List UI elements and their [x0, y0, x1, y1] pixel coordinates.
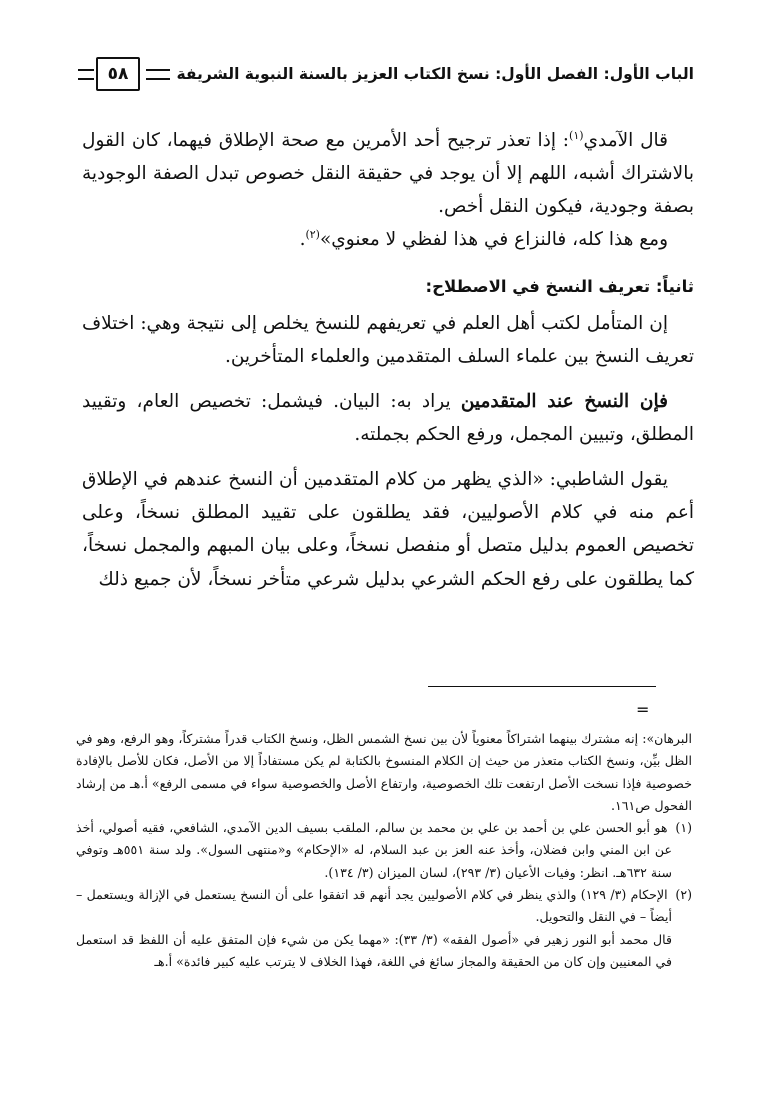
footnote-separator — [428, 686, 656, 687]
p4-rest: يراد به: البيان. فيشمل: تخصيص العام، وتقييد المطلق، وتبيين المجمل، ورفع الحكم بجملته. — [82, 391, 694, 446]
main-text — [82, 124, 694, 596]
header-double-rule — [146, 69, 170, 80]
p1-text-a: قال الآمدي — [583, 130, 669, 151]
footnote-2-text: الإحكام (٣/ ١٢٩) والذي ينظر في كلام الأصوليين يجد أنهم قد اتفقوا على أن النسخ يستعمل في الإزالة ويستعمل – أيضاً – في النقل والتحويل. — [76, 886, 672, 925]
running-header — [78, 54, 694, 94]
paragraph-amidi — [82, 124, 694, 223]
p2-text-b: . — [299, 229, 306, 251]
footnote-1-number: (١) — [675, 820, 692, 836]
p1-text-b: : إذا تعذر ترجيح أحد الأمرين مع صحة الإطلاق فيهما، كان القول بالاشتراك أشبه، اللهم إلا أن يوجد في حقيقة النقل خصوص تبدل الصفة الوجودية بصفة وجودية، فيكون النقل أخص. — [82, 130, 694, 218]
footnote-ref-2[interactable]: (٢) — [305, 228, 320, 242]
footnote-2 — [76, 884, 692, 929]
page-number: ٥٨ — [96, 57, 140, 91]
paragraph-conclusion — [82, 223, 694, 256]
continuation-mark: = — [636, 700, 650, 719]
footnote-ref-1[interactable]: (١) — [569, 128, 584, 142]
footnote-continuation: البرهان»: إنه مشترك بينهما اشتراكاً معنوياً لأن بين نسخ الشمس الظل، ونسخ الكتاب قدراً مشتركاً، وهو الرفع، وهو في الظل بيِّن، ونسخ الكتاب متعذر من حيث إن الكلام المنسوخ بالكتابة لم يكن مستفاداً إلا من الأصل، فكان للأصل بالإفادة خصوصية فإذا نسخت الأصل ارتفعت تلك الخصوصية، وارتفاع الأصل والخصوصية سواء في مسمى الرفع» أ.هـ من إرشاد الفحول ص١٦١. — [76, 731, 692, 813]
footnotes — [76, 728, 692, 973]
footnote-1-text: هو أبو الحسن علي بن أحمد بن علي بن محمد بن سالم، الملقب بسيف الدين الآمدي، الشافعي، فقيه أصولي، أخذ عن ابن المني وابن فضلان، وأخذ عنه العز بن عبد السلام، له «الإحكام» و«منتهى السول». ولد سنة ٥٥١هـ وتوفي سنة ٦٣٢هـ. انظر: وفيات الأعيان (٣/ ٢٩٣)، لسان الميزان (٣/ ١٣٤). — [76, 820, 672, 880]
footnote-1 — [76, 817, 692, 884]
footnote-2-continuation: قال محمد أبو النور زهير في «أصول الفقه» (٣/ ٣٣): «مهما يكن من شيء فإن المتفق عليه أن اللفظ قد استعمل في المعنيين وإن كان من الحقيقة والمجاز سائغ في اللغة، فهذا الخلاف لا يترتب عليه كبير فائدة» أ.هـ — [76, 931, 672, 969]
header-rule-tail — [78, 69, 94, 80]
p2-text-a: ومع هذا كله، فالنزاع في هذا لفظي لا معنوي» — [319, 229, 668, 251]
paragraph-intro: إن المتأمل لكتب أهل العلم في تعريفهم للنسخ يخلص إلى نتيجة وهي: اختلاف تعريف النسخ بين علماء السلف المتقدمين والعلماء المتأخرين. — [82, 312, 694, 367]
paragraph-early-scholars — [82, 385, 694, 451]
footnote-2-number: (٢) — [675, 886, 692, 902]
section-heading: ثانياً: تعريف النسخ في الاصطلاح: — [425, 277, 694, 297]
p4-bold: فإن النسخ عند المتقدمين — [460, 391, 668, 413]
paragraph-shatibi-quote: يقول الشاطبي: «الذي يظهر من كلام المتقدمين أن النسخ عندهم في الإطلاق أعم منه في كلام الأصوليين، فقد يطلقون على تقييد المطلق نسخاً، وعلى تخصيص العموم بدليل متصل أو منفصل نسخاً، وعلى بيان المبهم والمجمل نسخاً، كما يطلقون على رفع الحكم الشرعي بدليل شرعي متأخر نسخاً، لأن جميع ذلك — [82, 469, 694, 590]
header-title: الباب الأول: الفصل الأول: نسخ الكتاب العزيز بالسنة النبوية الشريفة — [176, 65, 694, 83]
